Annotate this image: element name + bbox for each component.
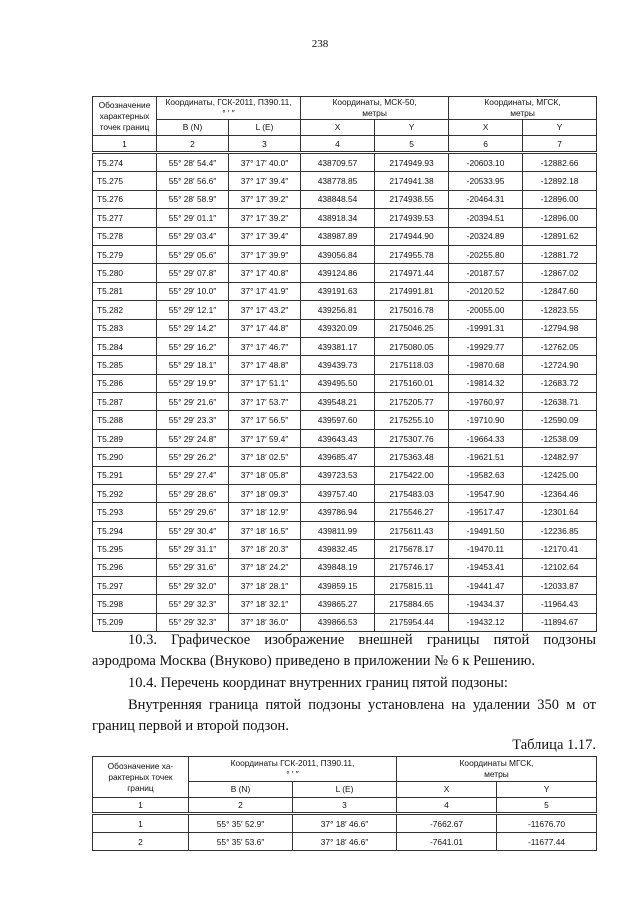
table-cell: 55° 29′ 05.6″ [157,245,229,263]
table-cell: 55° 29′ 32.3″ [157,613,229,631]
table-cell: -12724.90 [523,356,597,374]
table-cell: 2175422.00 [375,466,449,484]
table-cell: -12538.09 [523,429,597,447]
header-designation: Обозначение ха- рактерных точек границ [93,757,189,798]
table-cell: T5.284 [93,337,157,355]
table-cell: -12762.05 [523,337,597,355]
table-cell: -12882.66 [523,153,597,172]
table-cell: 2174939.53 [375,209,449,227]
col-num: 4 [397,798,497,814]
table-cell: 2175118.03 [375,356,449,374]
table-row [93,153,597,172]
table-cell: -19814.32 [449,374,523,392]
table-cell: 55° 29′ 27.4″ [157,466,229,484]
table-cell: 439832.45 [301,540,375,558]
table-cell: 55° 29′ 03.4″ [157,227,229,245]
table-cell: -19710.90 [449,411,523,429]
table-cell: -11964.43 [523,595,597,613]
table-cell: 55° 29′ 07.8″ [157,264,229,282]
table-cell: -19441.47 [449,576,523,594]
table-label: Таблица 1.17. [512,737,596,753]
table-cell: 55° 29′ 16.2″ [157,337,229,355]
table-cell: 439124.86 [301,264,375,282]
table-cell: T5.275 [93,172,157,190]
table-cell: 37° 18′ 09.3″ [229,485,301,503]
table-cell: 439597.60 [301,411,375,429]
table-cell: 439859.15 [301,576,375,594]
table-cell: -12892.18 [523,172,597,190]
table-row [93,558,597,576]
table-row [93,172,597,190]
table-cell: 439381.17 [301,337,375,355]
table-row [93,411,597,429]
table-cell: -7641.01 [397,833,497,851]
table-cell: 2174971.44 [375,264,449,282]
paragraph-10-3-line2: аэродрома Москва (Внуково) приведено в приложении № 6 к Решению. [92,653,535,669]
page-number: 238 [311,38,329,50]
table-cell: 438778.85 [301,172,375,190]
header-l: L (E) [229,120,301,136]
table-cell: 37° 18′ 46.6″ [293,833,397,851]
table-cell: -12867.02 [523,264,597,282]
table-cell: 55° 35′ 52.9″ [189,814,293,833]
table-cell: 439723.53 [301,466,375,484]
col-num: 2 [157,136,229,153]
header-x-mgsk: X [449,120,523,136]
table-cell: 2175678.17 [375,540,449,558]
table-cell: -19582.63 [449,466,523,484]
col-num: 5 [375,136,449,153]
table-cell: T5.286 [93,374,157,392]
table-cell: -11676.70 [497,814,597,833]
coordinates-table-inner-boundary [92,756,597,851]
table-cell: T5.294 [93,521,157,539]
table-cell: -12847.60 [523,282,597,300]
table-cell: 55° 29′ 30.4″ [157,521,229,539]
table-cell: -12891.62 [523,227,597,245]
table-cell: 55° 28′ 56.6″ [157,172,229,190]
header-y-mgsk: Y [523,120,597,136]
table-cell: 438987.89 [301,227,375,245]
table-cell: T5.274 [93,153,157,172]
table-cell: 439439.73 [301,356,375,374]
table-cell: -20394.51 [449,209,523,227]
table-row [93,337,597,355]
table-cell: 2175954.44 [375,613,449,631]
table-cell: 439866.53 [301,613,375,631]
table-cell: -12170.41 [523,540,597,558]
table-cell: 2174955.78 [375,245,449,263]
table-cell: 438848.54 [301,190,375,208]
table-cell: -19621.51 [449,448,523,466]
table-cell: 55° 29′ 12.1″ [157,301,229,319]
table-row [93,282,597,300]
table-cell: T5.209 [93,613,157,631]
table-cell: -12301.64 [523,503,597,521]
table-cell: -12896.00 [523,209,597,227]
table-cell: 37° 17′ 41.9″ [229,282,301,300]
table-cell: 2174944.90 [375,227,449,245]
table-cell: 55° 29′ 26.2″ [157,448,229,466]
table-row [93,190,597,208]
table-cell: 439191.63 [301,282,375,300]
table-cell: -19432.12 [449,613,523,631]
table-cell: T5.282 [93,301,157,319]
table-row [93,264,597,282]
table-row [93,595,597,613]
table-cell: 37° 18′ 24.2″ [229,558,301,576]
table-cell: T5.296 [93,558,157,576]
header-l: L (E) [293,781,397,797]
table-cell: T5.277 [93,209,157,227]
table-cell: T5.276 [93,190,157,208]
table-cell: T5.291 [93,466,157,484]
table-cell: -12102.64 [523,558,597,576]
table-cell: T5.288 [93,411,157,429]
table-row [93,374,597,392]
col-num: 6 [449,136,523,153]
table-cell: 37° 17′ 39.2″ [229,190,301,208]
table-cell: -19434.37 [449,595,523,613]
table-cell: -19517.47 [449,503,523,521]
table-cell: 2175546.27 [375,503,449,521]
table-cell: T5.287 [93,393,157,411]
table-cell: 439256.81 [301,301,375,319]
table-cell: 439811.99 [301,521,375,539]
table-cell: -12881.72 [523,245,597,263]
table-cell: 2175160.01 [375,374,449,392]
paragraph-inner-boundary-line1: Внутренняя граница пятой подзоны установлена на удалении 350 м от [128,697,596,713]
table-cell: 55° 29′ 24.8″ [157,429,229,447]
table-cell: -12794.98 [523,319,597,337]
table-row [93,540,597,558]
table-cell: -19664.33 [449,429,523,447]
coordinates-table-outer-boundary [92,96,597,632]
table-row [93,576,597,594]
table-cell: T5.283 [93,319,157,337]
header-x-mgsk: X [397,781,497,797]
table-cell: 439865.27 [301,595,375,613]
table-cell: 37° 18′ 05.8″ [229,466,301,484]
table-cell: -20055.00 [449,301,523,319]
table2-body [93,814,597,851]
table-cell: -11894.67 [523,613,597,631]
table-cell: 55° 29′ 10.0″ [157,282,229,300]
table-cell: -12896.00 [523,190,597,208]
table-cell: 2175815.11 [375,576,449,594]
table-cell: T5.281 [93,282,157,300]
col-num: 4 [301,136,375,153]
table-row [93,814,597,833]
table-cell: -20464.31 [449,190,523,208]
table-cell: -20603.10 [449,153,523,172]
table-cell: 2175746.17 [375,558,449,576]
table-cell: 37° 17′ 39.2″ [229,209,301,227]
table-cell: 2175016.78 [375,301,449,319]
table-cell: 438709.57 [301,153,375,172]
table-cell: -19453.41 [449,558,523,576]
table-cell: 55° 29′ 29.6″ [157,503,229,521]
table-cell: T5.297 [93,576,157,594]
table-cell: -12364.46 [523,485,597,503]
table-cell: -12236.85 [523,521,597,539]
table-row [93,466,597,484]
table-cell: 55° 29′ 32.0″ [157,576,229,594]
col-num: 5 [497,798,597,814]
table-row [93,448,597,466]
table-row [93,613,597,631]
table-cell: 2175205.77 [375,393,449,411]
header-mgsk: Координаты, МГСК, метры [449,97,597,120]
table-cell: -19991.31 [449,319,523,337]
table-cell: T5.280 [93,264,157,282]
header-gsk: Координаты, ГСК-2011, ПЗ90.11, ° ′ ″ [157,97,301,120]
table-cell: T5.295 [93,540,157,558]
table-cell: T5.298 [93,595,157,613]
table-cell: T5.279 [93,245,157,263]
table-cell: T5.289 [93,429,157,447]
table-cell: -12425.00 [523,466,597,484]
table-cell: 2175255.10 [375,411,449,429]
table-cell: 55° 28′ 58.9″ [157,190,229,208]
table-cell: 37° 17′ 48.8″ [229,356,301,374]
table-cell: 55° 29′ 32.3″ [157,595,229,613]
table-cell: 55° 29′ 19.9″ [157,374,229,392]
table-cell: 2175483.03 [375,485,449,503]
table-cell: 37° 17′ 53.7″ [229,393,301,411]
table-cell: 37° 17′ 39.4″ [229,172,301,190]
table-cell: 37° 17′ 56.5″ [229,411,301,429]
table-cell: T5.290 [93,448,157,466]
table-cell: 55° 29′ 01.1″ [157,209,229,227]
table-cell: -20533.95 [449,172,523,190]
table-cell: 55° 29′ 28.6″ [157,485,229,503]
table-row [93,485,597,503]
table-cell: 439643.43 [301,429,375,447]
table-cell: 37° 18′ 20.3″ [229,540,301,558]
table-cell: 37° 17′ 59.4″ [229,429,301,447]
table-row [93,227,597,245]
header-msk: Координаты, МСК-50, метры [301,97,449,120]
table-cell: -19870.68 [449,356,523,374]
table-cell: 37° 18′ 16.5″ [229,521,301,539]
table-row [93,319,597,337]
table-cell: 2175363.48 [375,448,449,466]
table-cell: 55° 29′ 23.3″ [157,411,229,429]
header-subcolumns [93,120,597,136]
table-cell: 2174949.93 [375,153,449,172]
table-cell: -19760.97 [449,393,523,411]
table-cell: 37° 18′ 02.5″ [229,448,301,466]
col-num: 2 [189,798,293,814]
table-cell: 2175080.05 [375,337,449,355]
table-cell: 37° 17′ 46.7″ [229,337,301,355]
table-cell: 55° 29′ 14.2″ [157,319,229,337]
col-num: 3 [229,136,301,153]
table-cell: 37° 17′ 51.1″ [229,374,301,392]
table-cell: 55° 29′ 21.6″ [157,393,229,411]
table-row [93,503,597,521]
table-cell: 37° 17′ 39.9″ [229,245,301,263]
table-cell: 37° 18′ 12.9″ [229,503,301,521]
table-cell: 2174991.81 [375,282,449,300]
table-cell: -12033.87 [523,576,597,594]
header-y-msk: Y [375,120,449,136]
table-cell: 438918.34 [301,209,375,227]
table-cell: -19470.11 [449,540,523,558]
table-cell: 2 [93,833,189,851]
table-cell: 37° 17′ 40.0″ [229,153,301,172]
column-numbers-row [93,136,597,153]
col-num: 1 [93,136,157,153]
table-cell: -12638.71 [523,393,597,411]
paragraph-10-3-line1: 10.3. Графическое изображение внешней границы пятой подзоны [128,632,596,648]
table-cell: 55° 29′ 31.6″ [157,558,229,576]
table-row [93,393,597,411]
table-cell: 2175884.65 [375,595,449,613]
table-cell: T5.293 [93,503,157,521]
table-cell: 55° 29′ 31.1″ [157,540,229,558]
table-cell: 439495.50 [301,374,375,392]
header-b: B (N) [157,120,229,136]
table-cell: 55° 28′ 54.4″ [157,153,229,172]
table-cell: 2174938.55 [375,190,449,208]
col-num: 7 [523,136,597,153]
table-cell: 37° 18′ 32.1″ [229,595,301,613]
table-row [93,833,597,851]
table-cell: 55° 29′ 18.1″ [157,356,229,374]
table-cell: 439757.40 [301,485,375,503]
table-cell: -12823.55 [523,301,597,319]
table-cell: 439320.09 [301,319,375,337]
table-cell: 2175611.43 [375,521,449,539]
table-cell: -12683.72 [523,374,597,392]
table-cell: -19929.77 [449,337,523,355]
header-x-msk: X [301,120,375,136]
table-cell: 439548.21 [301,393,375,411]
table-cell: 37° 17′ 40.8″ [229,264,301,282]
table-row [93,209,597,227]
table-cell: -12482.97 [523,448,597,466]
table-cell: 2175307.76 [375,429,449,447]
table-cell: -19491.50 [449,521,523,539]
table-cell: 55° 35′ 53.6″ [189,833,293,851]
header-b: B (N) [189,781,293,797]
table-cell: T5.292 [93,485,157,503]
table-cell: T5.285 [93,356,157,374]
table-cell: 37° 18′ 28.1″ [229,576,301,594]
table-cell: -12590.09 [523,411,597,429]
table-row [93,356,597,374]
table-cell: 37° 17′ 44.8″ [229,319,301,337]
table-cell: -20324.89 [449,227,523,245]
col-num: 1 [93,798,189,814]
table-cell: 37° 18′ 46.6″ [293,814,397,833]
header-mgsk: Координаты МГСК, метры [397,757,597,782]
header-y-mgsk: Y [497,781,597,797]
header-designation: Обозначение характерных точек границ [93,97,157,136]
table-cell: 2174941.38 [375,172,449,190]
table-cell: 1 [93,814,189,833]
table-cell: -7662.67 [397,814,497,833]
table-row [93,245,597,263]
table-cell: 2175046.25 [375,319,449,337]
table-cell: 37° 18′ 36.0″ [229,613,301,631]
paragraph-inner-boundary-line2: границ первой и второй подзон. [92,718,289,734]
table-cell: -20187.57 [449,264,523,282]
table-cell: 37° 17′ 39.4″ [229,227,301,245]
table-cell: 439786.94 [301,503,375,521]
table-cell: 439056.84 [301,245,375,263]
table1-body [93,153,597,632]
header-gsk: Координаты ГСК-2011, ПЗ90.11, ° ′ ″ [189,757,397,782]
table-row [93,521,597,539]
paragraph-10-4: 10.4. Перечень координат внутренних границ пятой подзоны: [128,675,508,691]
col-num: 3 [293,798,397,814]
column-numbers-row [93,798,597,814]
table-cell: -19547.90 [449,485,523,503]
table-cell: 439848.19 [301,558,375,576]
table-cell: -20120.52 [449,282,523,300]
table-row [93,301,597,319]
table-cell: T5.278 [93,227,157,245]
table-row [93,429,597,447]
table-cell: 439685.47 [301,448,375,466]
table-cell: -11677.44 [497,833,597,851]
table-cell: 37° 17′ 43.2″ [229,301,301,319]
table-cell: -20255.80 [449,245,523,263]
